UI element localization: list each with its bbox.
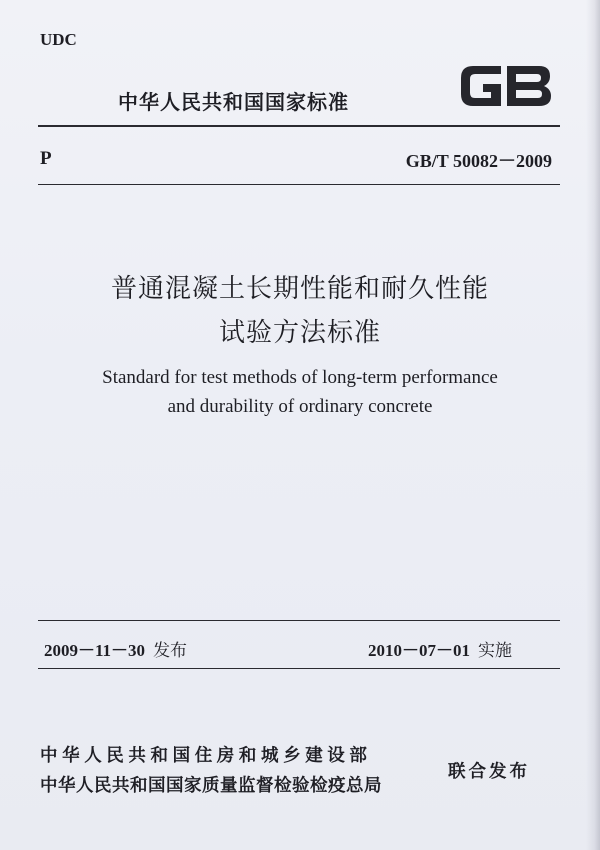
page-edge-shadow [586, 0, 600, 850]
implementation-label: 实施 [478, 641, 512, 661]
publisher-ministry-housing: 中华人民共和国住房和城乡建设部 [40, 746, 372, 766]
publisher-aqsiq: 中华人民共和国国家质量监督检验检疫总局 [40, 776, 382, 796]
udc-label: UDC [40, 30, 77, 49]
title-english-line-2: and durability of ordinary concrete [167, 396, 433, 417]
issue-date: 2009－11－30 [44, 641, 146, 660]
code-rule [38, 184, 560, 185]
implementation-date: 2010－07－01 [368, 641, 470, 660]
issue-label: 发布 [153, 641, 188, 661]
implementation-date-block [368, 636, 512, 661]
date-bottom-rule [38, 668, 560, 669]
joint-issue-label: 联合发布 [448, 762, 530, 782]
issue-date-block [44, 636, 187, 661]
title-chinese-line-1: 普通混凝土长期性能和耐久性能 [110, 274, 489, 304]
title-english-line-1: Standard for test methods of long-term performance [102, 367, 498, 388]
date-top-rule [38, 620, 560, 621]
title-chinese-line-2: 试验方法标准 [218, 318, 381, 348]
classification-letter: P [40, 148, 52, 169]
standard-code: GB/T 50082－2009 [405, 151, 552, 171]
gb-logo-icon [455, 58, 555, 114]
national-standard-heading: 中华人民共和国国家标准 [118, 90, 349, 114]
top-rule [38, 125, 560, 127]
